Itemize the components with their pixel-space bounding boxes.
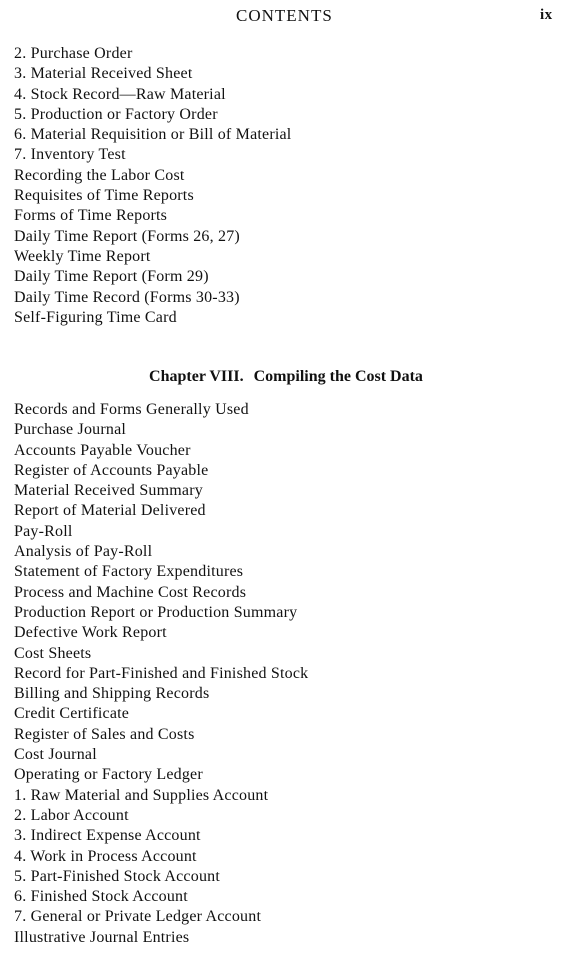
contents-entry [14,745,564,765]
contents-entry [14,765,564,785]
contents-entry-text: Register of Accounts Payable [14,461,209,479]
continued-contents-list [14,44,564,328]
chapter-number: Chapter VIII. [149,368,244,385]
contents-entry-text: Daily Time Record (Forms 30-33) [14,288,240,306]
contents-entry-text: Production Report or Production Summary [14,603,298,621]
contents-entry [14,186,564,206]
contents-entry [14,623,564,643]
contents-entry-text: Forms of Time Reports [14,207,168,225]
contents-entry-text: Daily Time Report (Forms 26, 27) [14,227,240,245]
contents-entry-text: Self-Figuring Time Card [14,308,177,326]
contents-entry-text: Records and Forms Generally Used [14,401,249,418]
contents-entry [14,247,564,267]
chapter-title: Compiling the Cost Data [253,368,423,385]
contents-entry [14,928,564,948]
contents-entry-text: 5. Part-Finished Stock Account [14,867,220,885]
contents-entry [14,481,564,501]
contents-entry [14,867,564,887]
contents-entry [14,85,564,105]
chapter-contents-list [14,400,564,948]
running-head [0,6,572,28]
contents-entry [14,125,564,145]
contents-entry-text: Record for Part-Finished and Finished Stock [14,664,309,682]
contents-entry [14,704,564,724]
contents-entry-text: Analysis of Pay-Roll [14,543,153,561]
contents-entry [14,603,564,623]
contents-entry [14,562,564,582]
contents-entry [14,227,564,247]
contents-entry [14,420,564,440]
contents-entry-text: 7. General or Private Ledger Account [14,908,262,926]
contents-entry [14,166,564,186]
contents-entry [14,44,564,64]
contents-entry-text: 1. Raw Material and Supplies Account [14,786,269,804]
contents-entry [14,826,564,846]
contents-entry [14,461,564,481]
contents-entry [14,907,564,927]
contents-entry [14,267,564,287]
contents-entry-text: 4. Work in Process Account [14,847,197,865]
contents-entry [14,684,564,704]
contents-entry [14,887,564,907]
contents-entry-text: 5. Production or Factory Order [14,105,218,123]
contents-entry-text: Credit Certificate [14,705,130,723]
contents-entry-text: Cost Journal [14,746,97,764]
contents-entry-text: Illustrative Journal Entries [14,928,190,946]
contents-entry-text: Process and Machine Cost Records [14,583,247,601]
contents-entry [14,308,564,328]
contents-entry [14,105,564,125]
contents-entry [14,441,564,461]
contents-entry [14,64,564,84]
contents-entry [14,664,564,684]
contents-entry [14,206,564,226]
contents-entry-text: 7. Inventory Test [14,146,126,164]
contents-entry-text: Requisites of Time Reports [14,187,194,205]
contents-entry-text: 3. Indirect Expense Account [14,827,201,845]
contents-entry-text: Purchase Journal [14,421,127,439]
contents-entry [14,786,564,806]
contents-entry-text: Pay-Roll [14,522,73,540]
contents-entry-text: Material Received Summary [14,482,203,500]
contents-entry-text: 3. Material Received Sheet [14,65,193,83]
contents-entry-text: 6. Material Requisition or Bill of Material [14,126,292,144]
contents-entry [14,725,564,745]
contents-entry-text: Accounts Payable Voucher [14,441,191,459]
contents-entry-text: Report of Material Delivered [14,502,206,520]
running-head-title: CONTENTS [236,6,333,25]
contents-entry-text: 6. Finished Stock Account [14,888,188,906]
contents-entry [14,542,564,562]
contents-entry [14,522,564,542]
contents-entry [14,847,564,867]
contents-entry [14,583,564,603]
contents-entry-text: Register of Sales and Costs [14,725,195,743]
contents-entry-text: 4. Stock Record—Raw Material [14,85,226,103]
contents-entry [14,400,564,420]
contents-entry [14,501,564,521]
contents-entry-text: Weekly Time Report [14,247,151,265]
contents-entry-text: Billing and Shipping Records [14,685,210,703]
contents-entry [14,145,564,165]
contents-entry [14,644,564,664]
contents-entry-text: Recording the Labor Cost [14,166,185,184]
contents-entry-text: Operating or Factory Ledger [14,766,203,784]
chapter-heading [0,368,572,386]
contents-entry-text: 2. Purchase Order [14,45,133,62]
contents-entry [14,288,564,308]
contents-entry [14,806,564,826]
contents-entry-text: Defective Work Report [14,624,167,642]
page-number: ix [540,7,553,23]
contents-entry-text: 2. Labor Account [14,806,129,824]
contents-entry-text: Statement of Factory Expenditures [14,563,244,581]
contents-entry-text: Daily Time Report (Form 29) [14,268,209,286]
contents-entry-text: Cost Sheets [14,644,92,662]
